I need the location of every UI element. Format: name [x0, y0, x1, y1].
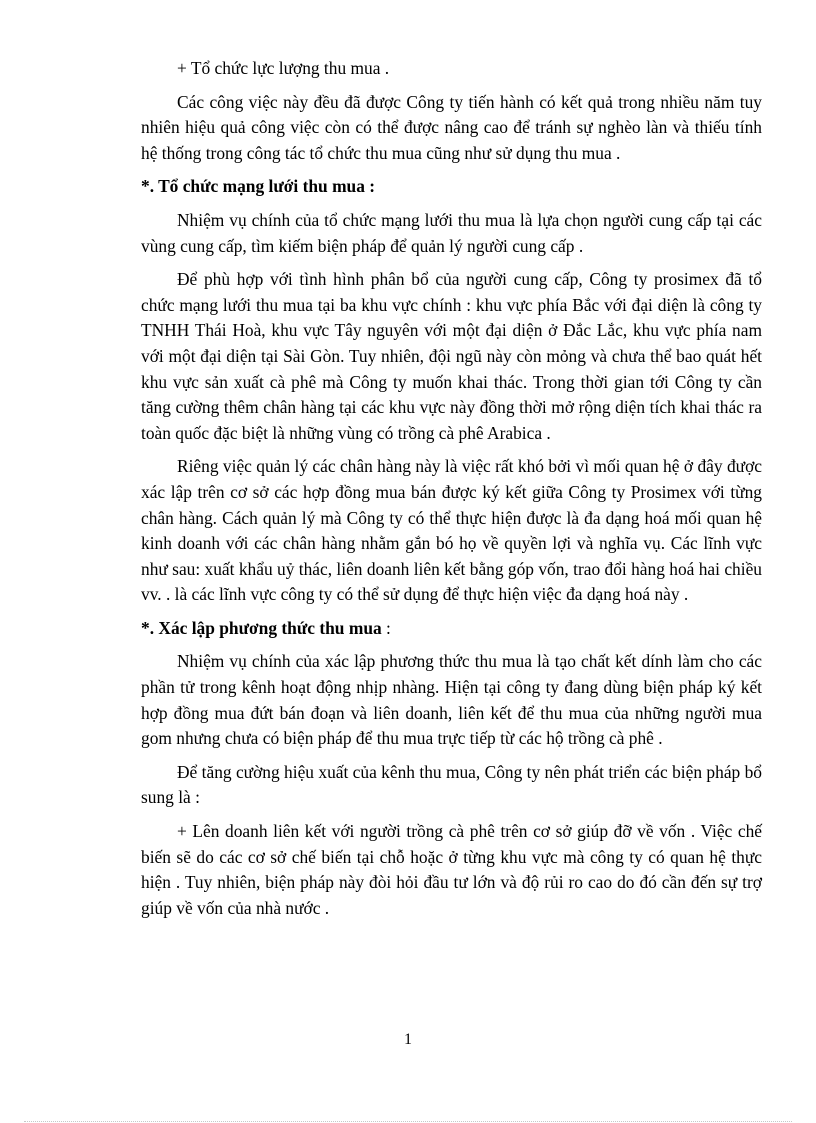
section-heading-network-text: *. Tổ chức mạng lưới thu mua :: [141, 176, 376, 197]
paragraph-intro: Các công việc này đều đã được Công ty tiến hành có kết quả trong nhiều năm tuy nhiên hiệu quả công việc còn có thể được nâng cao để tránh sự nghèo làn và thiếu tính hệ thống trong công tác tổ chức thu mua cũng như sử dụng thu mua .: [141, 91, 762, 163]
paragraph-method-task: Nhiệm vụ chính của xác lập phương thức thu mua là tạo chất kết dính làm cho các phần tử trong kênh hoạt động nhịp nhàng. Hiện tại công ty đang dùng biện pháp ký kết hợp đồng mua đứt bán đoạn và liên doanh, liên kết để thu mua của những người mua gom nhưng chưa có biện pháp để thu mua trực tiếp từ các hộ trồng cà phê .: [141, 651, 762, 749]
page-bottom-divider: [24, 1121, 792, 1122]
page-number: 1: [404, 1031, 412, 1048]
section-heading-network: [141, 174, 762, 200]
paragraph-method-improve: Để tăng cường hiệu xuất của kênh thu mua, Công ty nên phát triển các biện pháp bổ sung là :: [141, 761, 762, 808]
paragraph-network-task: Nhiệm vụ chính của tổ chức mạng lưới thu mua là lựa chọn người cung cấp tại các vùng cung cấp, tìm kiếm biện pháp để quản lý người cung cấp .: [141, 209, 762, 256]
section-heading-method-text: *. Xác lập phương thức thu mua: [141, 617, 382, 638]
paragraph-network-regions: Để phù hợp với tình hình phân bổ của người cung cấp, Công ty prosimex đã tổ chức mạng lưới thu mua tại ba khu vực chính : khu vực phía Bắc với đại diện là công ty TNHH Thái Hoà, khu vực Tây nguyên với một đại diện ở Đắc Lắc, khu vực phía nam với một đại diện tại Sài Gòn. Tuy nhiên, đội ngũ này còn mỏng và chưa thể bao quát hết khu vực sản xuất cà phê mà Công ty muốn khai thác. Trong thời gian tới Công ty cần tăng cường thêm chân hàng tại các khu vực này đồng thời mở rộng diện tích khai thác ra toàn quốc đặc biệt là những vùng có trồng cà phê Arabica .: [141, 269, 762, 443]
paragraph-method-jointventure: + Lên doanh liên kết với người trồng cà phê trên cơ sở giúp đỡ về vốn . Việc chế biến sẽ do các cơ sở chế biến tại chỗ hoặc ở từng khu vực mà công ty có quan hệ thực hiện . Tuy nhiên, biện pháp này đòi hỏi đầu tư lớn và độ rủi ro cao do đó cần đến sự trợ giúp về vốn của nhà nước .: [141, 821, 762, 918]
paragraph-item-list: + Tổ chức lực lượng thu mua .: [177, 58, 390, 78]
section-heading-method: [141, 616, 762, 642]
document-page: [141, 56, 762, 921]
section-heading-method-tail: :: [381, 617, 391, 638]
paragraph-network-management: Riêng việc quản lý các chân hàng này là việc rất khó bởi vì mối quan hệ ở đây được xác lập trên cơ sở các hợp đồng mua bán được ký kết giữa Công ty Prosimex với từng chân hàng. Cách quản lý mà Công ty có thể thực hiện được là đa dạng hoá mối quan hệ kinh doanh với các chân hàng nhằm gắn bó họ về quyền lợi và nghĩa vụ. Các lĩnh vực như sau: xuất khẩu uỷ thác, liên doanh liên kết bằng góp vốn, trao đổi hàng hoá hai chiều vv. . là các lĩnh vực công ty có thể sử dụng để thực hiện việc đa dạng hoá này .: [141, 456, 762, 605]
